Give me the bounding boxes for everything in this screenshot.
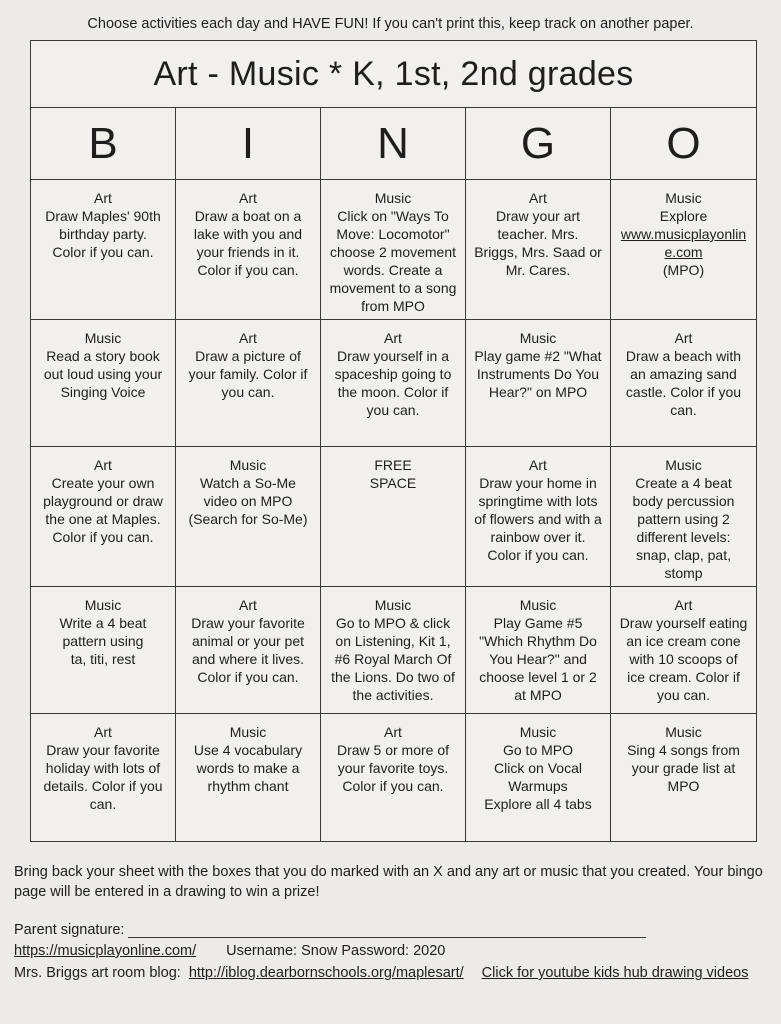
signature-label: Parent signature:	[14, 922, 125, 938]
cell-category: Music	[374, 190, 412, 206]
bingo-cell[interactable]	[611, 587, 756, 714]
bingo-cell[interactable]	[31, 714, 176, 841]
mpo-row	[14, 943, 764, 959]
bingo-cell[interactable]	[176, 447, 321, 587]
cell-text: Draw yourself eating an ice cream cone with 10 scoops of ice cream. Color if you can.	[619, 614, 748, 703]
signature-row	[14, 922, 764, 938]
bingo-sheet	[30, 40, 757, 842]
cell-category: Art	[529, 456, 547, 473]
cell-category: Art	[239, 190, 257, 206]
cell-text: Draw a picture of your family. Color if you can.	[188, 348, 308, 400]
cell-text: Draw yourself in a spaceship going to the moon. Color if you can.	[334, 348, 452, 418]
letter-b: B	[31, 108, 176, 180]
cell-category: Music	[84, 596, 122, 613]
cell-text-after: (MPO)	[662, 262, 705, 278]
bingo-cell[interactable]	[321, 180, 466, 320]
cell-category: Art	[674, 596, 693, 613]
bingo-cell[interactable]	[611, 447, 756, 587]
cell-category: Music	[84, 330, 122, 346]
cell-text: Click on "Ways To Move: Locomotor" choose 2 movement words. Create a movement to a song from MPO	[329, 208, 457, 314]
cell-text: Create a 4 beat body percussion pattern using 2 different levels: snap, clap, pat, stomp	[632, 474, 735, 581]
cell-category: Music	[519, 723, 557, 740]
bingo-cell[interactable]	[321, 320, 466, 447]
cell-category: Music	[374, 596, 412, 613]
bingo-cell[interactable]	[466, 714, 611, 841]
bingo-cell[interactable]	[176, 320, 321, 447]
footer-note: Bring back your sheet with the boxes that you do marked with an X and any art or music that you created. Your bingo page will be entered in a drawing to win a prize!	[14, 864, 763, 900]
bingo-cell[interactable]	[176, 587, 321, 714]
cell-category: Music	[229, 456, 267, 473]
bingo-cell[interactable]	[466, 587, 611, 714]
bingo-cell[interactable]	[31, 447, 176, 587]
cell-text: Play game #2 "What Instruments Do You Hear?" on MPO	[474, 348, 602, 400]
cell-text: Draw Maples' 90th birthday party. Color if you can.	[45, 208, 161, 260]
blog-label: Mrs. Briggs art room blog:	[14, 965, 181, 981]
cell-category: Music	[229, 723, 267, 740]
cell-category: Art	[94, 723, 112, 740]
letter-o: O	[611, 108, 756, 180]
signature-line[interactable]	[128, 923, 646, 938]
bingo-cell[interactable]	[176, 714, 321, 841]
cell-text: Create your own playground or draw the one at Maples. Color if you can.	[43, 474, 163, 545]
cell-category: Art	[384, 330, 402, 346]
cell-link[interactable]: www.musicplayonlin e.com	[620, 226, 747, 260]
cell-category: Art	[239, 596, 257, 613]
bingo-grid	[31, 108, 756, 841]
bingo-cell[interactable]	[31, 180, 176, 320]
cell-text: Draw your home in springtime with lots of flowers and with a rainbow over it. Color if you can.	[474, 474, 602, 563]
cell-text: Watch a So-Me video on MPO (Search for So-Me)	[188, 474, 308, 527]
bingo-cell[interactable]	[611, 714, 756, 841]
bingo-cell[interactable]	[466, 180, 611, 320]
sheet-title: Art - Music * K, 1st, 2nd grades	[31, 41, 756, 108]
bingo-cell[interactable]	[176, 180, 321, 320]
cell-category: Art	[674, 330, 693, 346]
cell-text: Draw a beach with an amazing sand castle. Color if you can.	[625, 348, 742, 418]
cell-category: Music	[665, 456, 702, 473]
cell-text: SPACE	[369, 474, 417, 491]
cell-text: Write a 4 beat pattern using ta, titi, rest	[59, 614, 147, 667]
bingo-cell[interactable]	[611, 180, 756, 320]
letter-n: N	[321, 108, 466, 180]
cell-text: Draw 5 or more of your favorite toys. Color if you can.	[336, 741, 450, 794]
cell-category: Art	[384, 723, 402, 740]
cell-text: Go to MPO Click on Vocal Warmups Explore all 4 tabs	[484, 741, 592, 812]
cell-text: Play Game #5 "Which Rhythm Do You Hear?" and choose level 1 or 2 at MPO	[479, 614, 597, 703]
cell-category: Art	[94, 456, 112, 473]
cell-text: Sing 4 songs from your grade list at MPO	[627, 741, 740, 794]
youtube-link[interactable]: Click for youtube kids hub drawing videos	[481, 965, 749, 981]
cell-text: Draw your favorite holiday with lots of details. Color if you can.	[43, 741, 163, 812]
bingo-cell[interactable]	[321, 447, 466, 587]
blog-row	[14, 965, 764, 981]
cell-category: Music	[665, 723, 702, 740]
bingo-cell[interactable]	[611, 320, 756, 447]
cell-category: Music	[519, 330, 557, 346]
cell-text: Draw your favorite animal or your pet and where it lives. Color if you can.	[191, 614, 305, 685]
cell-text: Explore	[659, 208, 708, 224]
letter-i: I	[176, 108, 321, 180]
blog-link[interactable]: http://iblog.dearbornschools.org/maplesart/	[188, 965, 464, 981]
bingo-cell[interactable]	[31, 320, 176, 447]
cell-category: Art	[94, 190, 112, 206]
bingo-cell[interactable]	[466, 320, 611, 447]
cell-text: Read a story book out loud using your Singing Voice	[43, 348, 163, 400]
cell-category: Art	[239, 330, 257, 346]
cell-category: Art	[529, 190, 547, 206]
cell-category: Music	[665, 190, 702, 206]
cell-text: Go to MPO & click on Listening, Kit 1, #6 Royal March Of the Lions. Do two of the activities.	[331, 614, 455, 703]
instructions-text: Choose activities each day and HAVE FUN! If you can't print this, keep track on another paper.	[87, 16, 694, 32]
cell-category: Music	[519, 596, 557, 613]
cell-text: Draw a boat on a lake with you and your friends in it. Color if you can.	[193, 208, 303, 278]
mpo-link[interactable]: https://musicplayonline.com/	[14, 943, 197, 959]
cell-text: Draw your art teacher. Mrs. Briggs, Mrs. Saad or Mr. Cares.	[474, 208, 602, 278]
letter-g: G	[466, 108, 611, 180]
bingo-cell[interactable]	[31, 587, 176, 714]
bingo-cell[interactable]	[466, 447, 611, 587]
bingo-cell[interactable]	[321, 714, 466, 841]
credentials-text: Username: Snow Password: 2020	[226, 943, 446, 959]
cell-text: Use 4 vocabulary words to make a rhythm chant	[193, 741, 303, 794]
bingo-cell[interactable]	[321, 587, 466, 714]
cell-category: FREE	[374, 456, 412, 473]
